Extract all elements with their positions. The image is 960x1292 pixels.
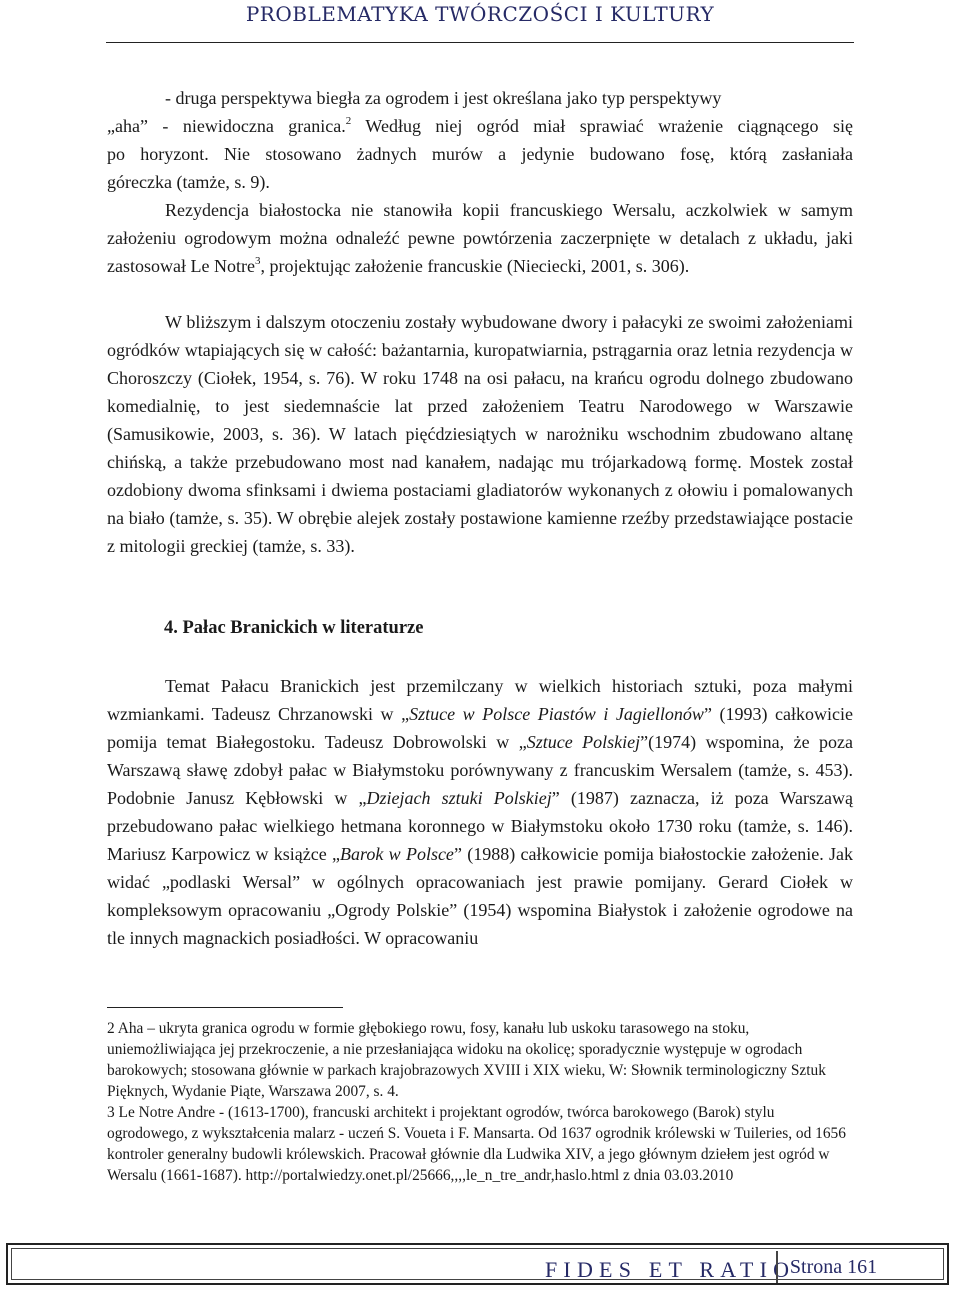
header-rule bbox=[106, 42, 854, 43]
section-heading: 4. Pałac Branickich w literaturze bbox=[164, 618, 424, 638]
running-header: PROBLEMATYKA TWÓRCZOŚCI I KULTURY bbox=[245, 2, 715, 26]
text-line: „aha” - niewidoczna granica.$^2$ Według niej ogród miał sprawiać wrażenie ciągnącego się bbox=[107, 115, 853, 136]
paragraph-literature: Temat Pałacu Branickich jest przemilczany w wielkich historiach sztuki, poza małymi wzmiankami. Tadeusz Chrzanowski w „Sztuce w Polsce Piastów i Jagiellonów” (1993) całkowicie pomija temat Białegostoku. Tadeusz Dobrowolski w „Sztuce Polskiej”(1974) wspomina, że poza Warszawą sławę zdobył pałac w Białymstoku porównywany z francuskim Wersalem (tamże, s. 453). Podobnie Janusz Kębłowski w „Dziejach sztuki Polskiej” (1987) zaznacza, iż poza Warszawą przebudowano pałac wielkiego hetmana koronnego w Białymstoku około 1730 roku (tamże, s. 146). Mariusz Karpowicz w książce „Barok w Polsce” (1988) całkowicie pomija białostockie założenie. Jak widać „podlaski Wersal” w ogólnych opracowaniach jest prawie pomijany. Gerard Ciołek w kompleksowym opracowaniu „Ogrody Polskie” (1954) wspomina Białystok i założenie ogrodowe na tle innych magnackich posiadłości. W opracowaniu bbox=[107, 676, 854, 948]
footnote-separator bbox=[107, 1007, 343, 1008]
text-line: - druga perspektywa biegła za ogrodem i jest określana jako typ perspektywy bbox=[165, 88, 722, 108]
footnote-ref-2: 2 bbox=[345, 115, 352, 127]
paragraph-surroundings: W bliższym i dalszym otoczeniu zostały wybudowane dwory i pałacyki ze swoimi założeniami ogródków wtapiających się w całość: bażantarnia, kuropatwiarnia, pstrągarnia oraz letnia rezydencja w Choroszczy (Ciołek, 1954, s. 76). W roku 1748 na osi pałacu, na krańcu ogrodu dolnego zbudowano komedialnię, to jest siedemnaście lat przed założeniem Teatru Narodowego w Warszawie (Samusikowie, 2003, s. 36). W latach pięćdziesiątych w narożniku wschodnim zbudowano altanę chińską, a także przebudowano most nad kanałem, nadając mu trójarkadową formę. Mostek został ozdobiony dwoma sfinksami i dwiema postaciami gladiatorów wykonanych z ołowiu i pomalowanych na biało (tamże, s. 35). W obrębie alejek zostały postawione kamienne rzeźby przedstawiające postacie z mitologii greckiej (tamże, s. 33). bbox=[107, 312, 853, 556]
book-title: Dziejach sztuki Polskiej bbox=[366, 788, 552, 808]
paragraph-perspective bbox=[107, 84, 853, 196]
page-number: Strona 161 bbox=[776, 1251, 889, 1283]
text-line: góreczka (tamże, s. 9). bbox=[107, 172, 270, 192]
text-line: po horyzont. Nie stosowano żadnych murów a jedynie budowano fosę, którą zasłaniała bbox=[107, 144, 853, 164]
footnotes bbox=[107, 1018, 853, 1186]
paragraph-residence: Rezydencja białostocka nie stanowiła kopii francuskiego Wersalu, aczkolwiek w samym założeniu ogrodowym można odnaleźć pewne powtórzenia zaczerpnięte w detalach z układu, jaki zastosował Le Notre$^3$, projektując założenie francuskie (Nieciecki, 2001, s. 306). bbox=[107, 200, 853, 276]
footnote-ref-3: 3 bbox=[254, 255, 261, 267]
book-title: Barok w Polsce bbox=[340, 844, 454, 864]
footnote-3: 3 Le Notre Andre - (1613-1700), francuski architekt i projektant ogrodów, twórca barokowego (Barok) stylu ogrodowego, z wykształcenia malarz - uczeń S. Voueta i F. Mansarta. Od 1637 ogrodnik królewski w Tuileries, od 1656 kontroler generalny budowli królewskich. Pracował głównie dla Ludwika XIV, a jego głównym dziełem jest ogród w Wersalu (1661-1687). http://portalwiedzy.onet.pl/25666,,,,le_n_tre_andr,haslo.html z dnia 03.03.2010 bbox=[107, 1104, 846, 1184]
footer-motto: FIDES ET RATIO bbox=[545, 1257, 796, 1282]
book-title: Sztuce Polskiej bbox=[526, 732, 641, 752]
footnote-2: 2 Aha – ukryta granica ogrodu w formie głębokiego rowu, fosy, kanału lub uskoku tarasowego na stoku, uniemożliwiająca jej przekroczenie, a nie przesłaniająca widoku na okolicę; sporadycznie występuje w ogrodach barokowych; stosowana głównie w parkach krajobrazowych XVIII i XIX wieku, W: Słownik terminologiczny Sztuk Pięknych, Wydanie Piąte, Warszawa 2007, s. 4. bbox=[107, 1020, 826, 1100]
book-title: Sztuce w Polsce Piastów i Jagiellonów bbox=[409, 704, 704, 724]
